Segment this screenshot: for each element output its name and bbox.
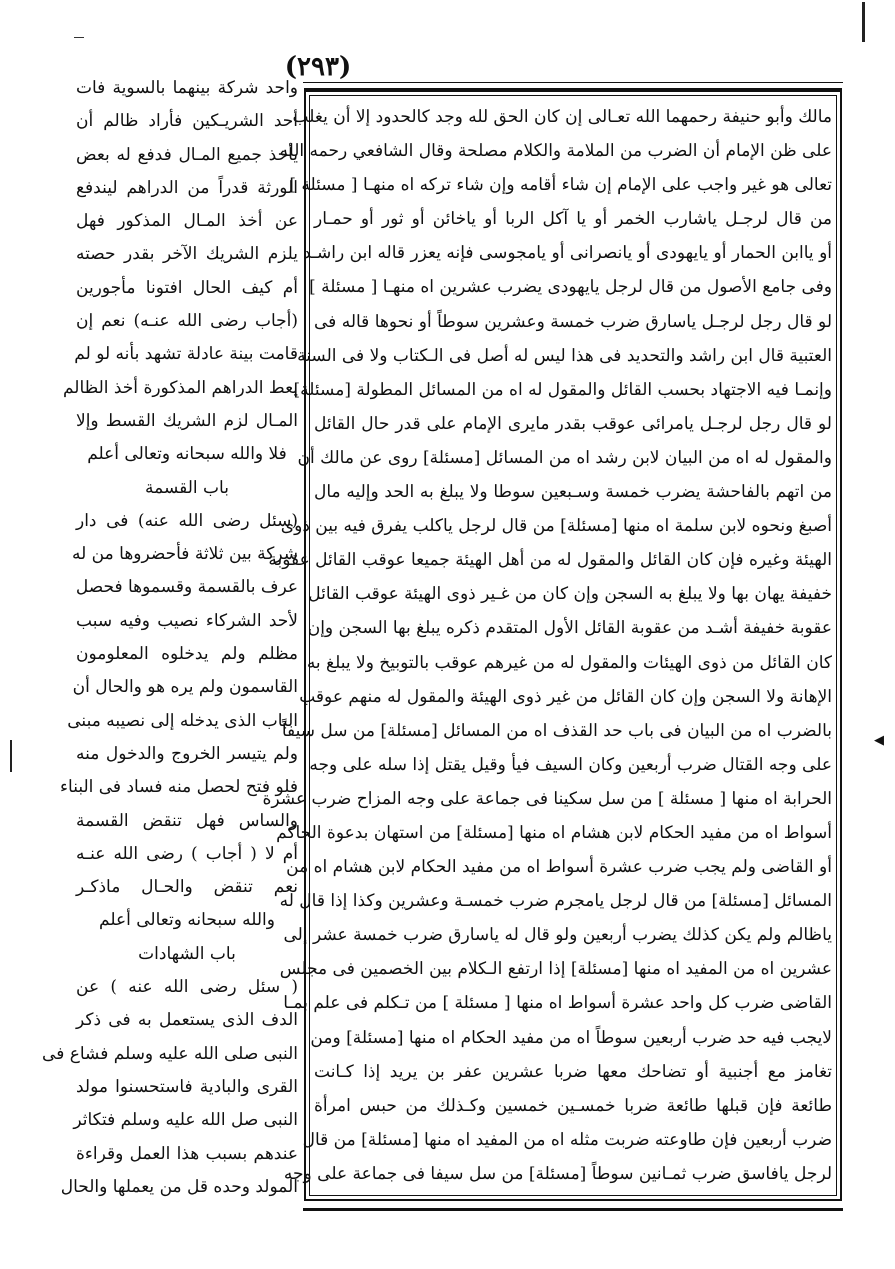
margin-text-line: الورثة قدراً من الدراهم ليندفع [76,177,298,198]
main-text-line: عشرين اه من المفيد اه منها [مسئلة] إذا ارتفع الـكلام بين الخصمين فى مجلس [279,959,832,980]
main-text-line: من اتهم بالفاحشة يضرب خمسة وسـبعين سوطا ولا يبلغ به الحد وإليه مال [314,482,832,503]
margin-text-line: عن أخذ المـال المذكور فهل [76,211,298,232]
margin-text-line: أحد الشريـكين فأراد ظالم أن [76,111,298,132]
main-text-line: طائعة فإن قبلها طائعة ضربا خمسـين خمسين وكـذلك من حبس امرأة [314,1095,832,1116]
margin-text-line: يلزم الشريك الآخر بقدر حصته [76,244,298,265]
page-number: (٢٩٣) [284,52,352,82]
margin-text-line: والله سبحانه وتعالى أعلم [99,910,275,931]
margin-text-line: الدف الذى يستعمل به فى ذكر [76,1010,298,1031]
margin-text-line: النبى صلى الله عليه وسلم فشاع فى [42,1043,298,1064]
main-text-line: على وجه القتال ضرب أربعين وكان السيف فيأ وقيل يقتل إذا سله على وجه [309,754,832,775]
main-text-line: عقوبة خفيفة أشـد من عقوبة القائل الأول المتقدم ذكره يبلغ بها السجن وإن [307,618,832,639]
margin-text-line: ( سئل رضى الله عنه ) عن [76,977,298,998]
margin-text-line: يعط الدراهم المذكورة أخذ الظالم [62,377,298,398]
main-text-line: القاضى ضرب كل واحد عشرة أسواط اه منها [ مسئلة ] من تـكلم فى علم بمـا [283,993,832,1014]
main-text-line: تعالى هو غير واجب على الإمام إن شاء أقامه وإن شاء تركه اه منهـا [ مسئلة ] [289,175,832,196]
margin-text-line: المولد وحده قل من يعملها والحال [60,1176,298,1197]
main-text-line: أو القاضى ولم يجب ضرب عشرة أسواط اه من مفيد الحكام لابن هشام اه من [286,857,832,878]
main-text-line: على ظن الإمام أن الضرب من الملامة والكلام مصلحة وقال الشافعي رحمه الله [279,141,832,162]
margin-text-line: لأحد الشركاء نصيب وفيه سبب [76,610,298,631]
main-text-block [262,100,832,1192]
margin-text-line: (أجاب رضى الله عنـه) نعم إن [76,311,298,332]
margin-text-line: الباب الذى يدخله إلى نصيبه مبنى [67,710,298,731]
main-text-line: ياظالم ولم يكن كذلك يضرب أربعين ولو قال له ياسارق ضرب خمسة عشر إلى [283,925,832,946]
chapter-heading: باب القسمة [145,477,229,498]
main-text-line: لو قال رجل لرجـل يامرائى عوقب بقدر مايرى الإمام على قدر حال القائل [314,413,832,434]
margin-text-line: أم لا ( أجاب ) رضى الله عنـه [76,843,298,864]
top-left-dash-mark [74,37,84,38]
main-text-line: لو قال رجل لرجـل ياسارق ضرب خمسة وعشرين سوطاً أو نحوها قاله فى [314,311,832,332]
left-edge-tick-mark [10,740,12,772]
main-text-line: المسائل [مسئلة] من قال لرجل يامجرم ضرب خمسـة وعشرين وكذا إذا قال له [279,891,832,912]
main-text-line: وفى جامع الأصول من قال لرجل يايهودى يضرب عشرين اه منهـا [ مسئلة ] [309,277,832,298]
margin-text-line: نعم تنقض والحـال ماذكـر [76,877,298,898]
margin-text-line: يأخذ جميع المـال فدفع له بعض [76,144,298,165]
margin-text-line: أم كيف الحال افتونا مأجورين [76,277,298,298]
margin-text-line: النبى صل الله عليه وسلم فتكاثر [73,1110,298,1131]
margin-text-line: والساس فهل تنقض القسمة [76,810,298,831]
main-text-line: لرجل يافاسق ضرب ثمـانين سوطاً [مسئلة] من سل سيفا فى جماعة على وجه [283,1163,832,1184]
main-text-line: كان القائل من ذوى الهيئات والمقول له من غيرهم عوقب بالتوبيخ ولا يبلغ به [306,652,832,673]
main-text-line: أو ياابن الحمار أو يايهودى أو يانصرانى أو يامجوسى فإنه يعزر قاله ابن راشـد [303,243,832,264]
main-text-line: الإهانة ولا السجن وإن كان القائل من غير ذوى الهيئة والمقول له منهم عوقب [299,686,832,707]
main-text-line: الهيئة وغيره فإن كان القائل والمقول له من أهل الهيئة جميعا عوقب القائل عقوبة [268,550,832,571]
right-edge-arrow-mark: ◀ [874,733,884,748]
chapter-heading: باب الشهادات [138,943,236,964]
margin-text-line: واحد شركة بينهما بالسوية فات [76,78,298,98]
margin-text-line: مظلم ولم يدخلوه المعلومون [76,644,298,665]
margin-text-block [42,72,298,1202]
margin-text-line: القرى والبادية فاستحسنوا مولد [76,1076,298,1097]
margin-text-line: قامت بينة عادلة تشهد بأنه لو لم [74,344,298,365]
top-right-bracket-mark [862,2,865,42]
margin-text-line: (سئل رضى الله عنه) فى دار [76,510,298,531]
main-text-line: خفيفة يهان بها ولا يبلغ به السجن وإن كان من غـير ذوى الهيئة عوقب القائل [308,584,832,605]
main-text-line: أسواط اه من مفيد الحكام لابن هشام اه منها [مسئلة] من استهان بدعوة الحاكم [276,822,832,843]
margin-text-line: عرف بالقسمة وقسموها فحصل [75,577,298,598]
margin-text-line: فلا والله سبحانه وتعالى أعلم [87,444,287,465]
main-text-line: لايجب فيه حد ضرب أربعين سوطاً اه من مفيد الحكام اه منها [مسئلة] ومن [310,1027,832,1048]
main-text-line: ضرب أربعين فإن طاوعته ضربت مثله اه من المفيد اه منها [مسئلة] من قال [302,1129,832,1150]
main-text-line: والمقول له اه من البيان لابن رشد اه من المسائل [مسئلة] روى عن مالك أن [297,447,832,468]
margin-text-line: عندهم بسبب هذا العمل وقراءة [76,1143,298,1164]
margin-text-line: القاسمون ولم يره هو والحال أن [72,677,298,698]
main-text-line: تغامز مع أجنبية أو تضاحك معها ضربا عشرين عفر بن يريد إذا كـانت [314,1061,832,1082]
main-text-line: وإنمـا فيه الاجتهاد بحسب القائل والمقول له اه من المسائل المطولة [مسئلة] [293,379,832,400]
margin-text-line: ولم يتيسر الخروج والدخول منه [76,743,298,764]
margin-text-line: فلو فتح لحصل منه فساد فى البناء [60,777,298,798]
main-text-line: أصبغ ونحوه لابن سلمة اه منها [مسئلة] من قال لرجل ياكلب يفرق فيه بين ذوى [280,516,832,537]
margin-text-line: شركة بين ثلاثة فأحضروها من له [71,544,298,565]
main-text-line: مالك وأبو حنيفة رحمهما الله تعـالى إن كان الحق لله وجد كالحدود إلا أن يغلب [292,107,832,127]
main-text-line: بالضرب اه من البيان فى باب حد القذف اه من المسائل [مسئلة] من سل سيفاً [281,720,832,741]
main-text-line: العتبية قال ابن راشد والتحديد فى هذا ليس له أصل فى الـكتاب ولا فى السنة [297,345,832,366]
margin-text-line: المـال لزم الشريك القسط وإلا [76,410,298,431]
main-text-line: من قال لرجـل ياشارب الخمر أو يا آكل الربا أو ياخائن أو ثور أو حمـار [314,209,832,230]
main-text-line: الحرابة اه منها [ مسئلة ] من سل سكينا فى جماعة على وجه المزاح ضرب عشرة [262,788,832,809]
